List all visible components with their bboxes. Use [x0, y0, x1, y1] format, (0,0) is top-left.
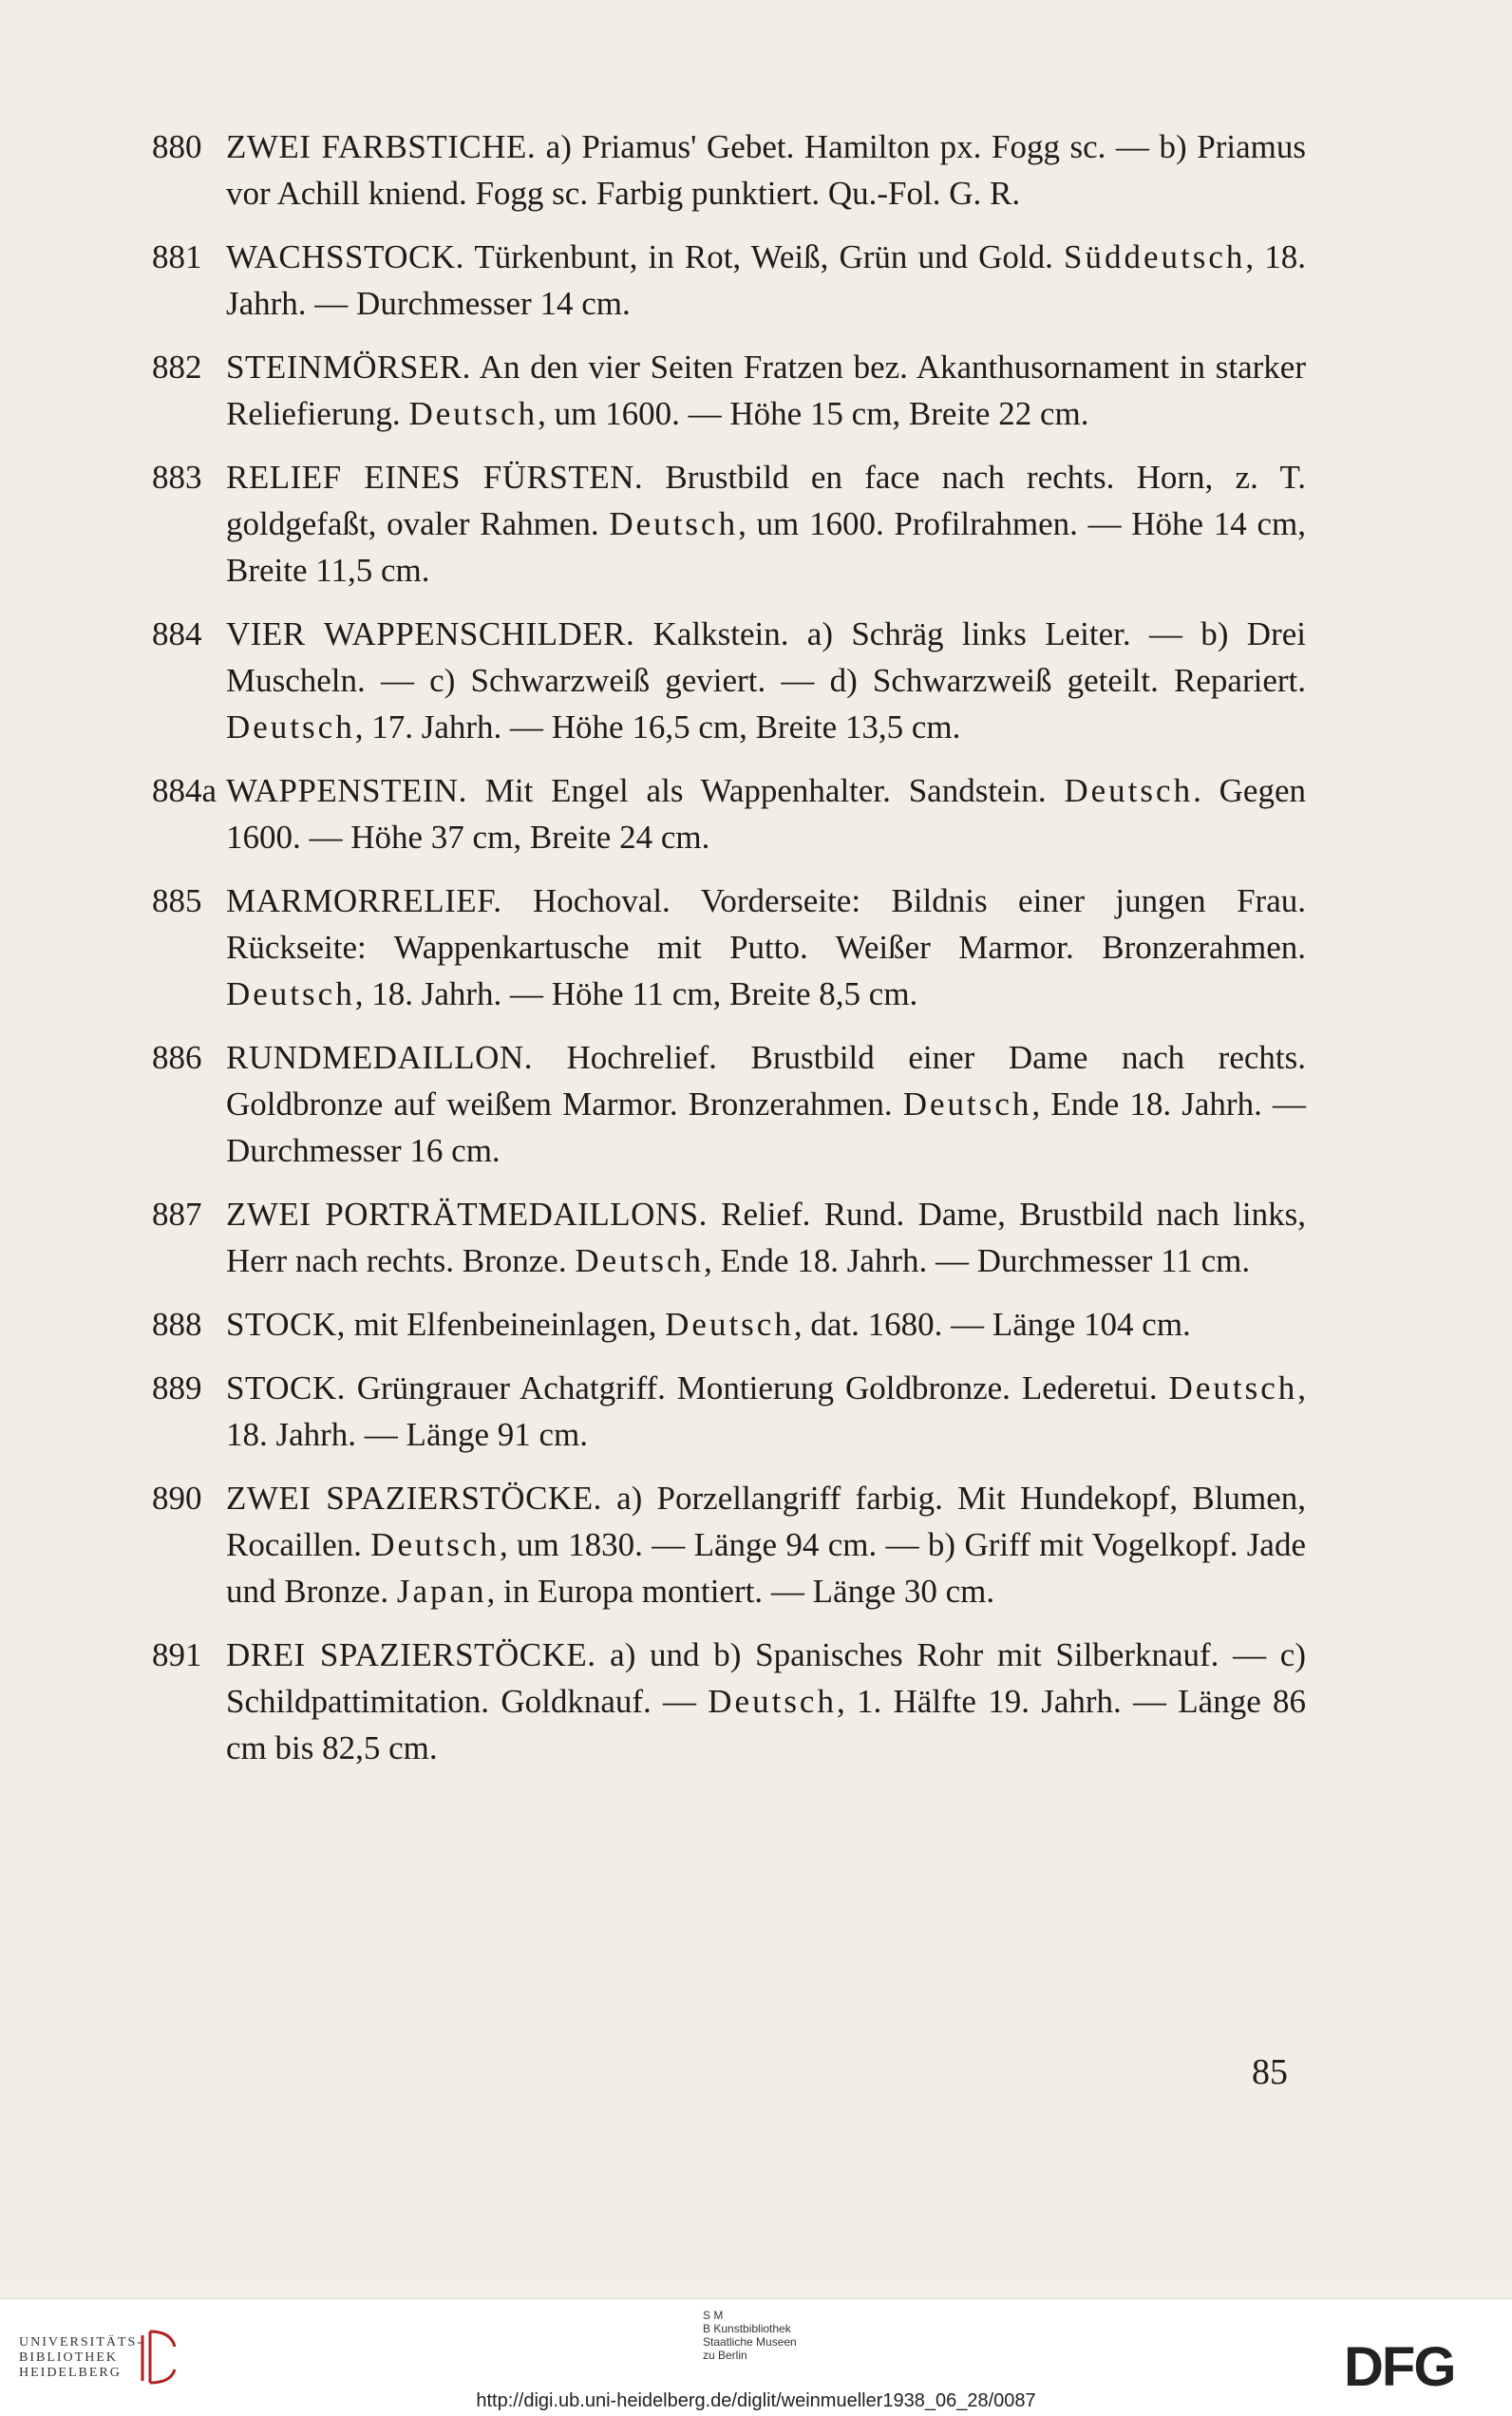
entry-text: Relief. Rund. Dame, Brustbild nach links, Herr nach rechts. Bronze. — [226, 1196, 1306, 1279]
kunstbibliothek-credit — [703, 2309, 797, 2362]
catalog-entry — [152, 344, 1306, 437]
entry-text: Kalkstein. a) Schräg links Leiter. — b) Drei Muscheln. — c) Schwarzweiß geviert. — d) Schwarzweiß geteilt. Repariert. — [226, 615, 1306, 699]
catalog-entry — [152, 767, 1306, 860]
entry-description — [226, 1632, 1306, 1771]
entry-description — [226, 344, 1306, 437]
entry-title: ZWEI PORTRÄTMEDAILLONS. — [226, 1196, 708, 1233]
entry-number: 887 — [152, 1196, 202, 1233]
entry-title: WACHSSTOCK. — [226, 238, 464, 275]
entry-description — [226, 234, 1306, 327]
university-logo-icon — [133, 2328, 180, 2387]
entry-text: , 18. Jahrh. — Höhe 11 cm, Breite 8,5 cm. — [354, 975, 918, 1012]
entry-text: Grüngrauer Achatgriff. Montierung Goldbronze. Lederetui. — [345, 1369, 1169, 1406]
entry-number: 885 — [152, 882, 202, 919]
entry-title: VIER WAPPENSCHILDER. — [226, 615, 635, 652]
dfg-logo: DFG — [1344, 2336, 1455, 2398]
entry-text: , 17. Jahrh. — Höhe 16,5 cm, Breite 13,5 cm. — [354, 708, 961, 746]
entry-number: 880 — [152, 128, 202, 165]
catalog-entry — [152, 1365, 1306, 1458]
catalog-entry — [152, 1301, 1306, 1348]
entry-description — [226, 767, 1306, 860]
entry-title: RELIEF EINES FÜRSTEN. — [226, 459, 644, 496]
entry-description — [226, 1034, 1306, 1174]
entry-text: , in Europa montiert. — Länge 30 cm. — [486, 1573, 995, 1610]
entry-number: 889 — [152, 1369, 202, 1406]
entry-description — [226, 1365, 1306, 1458]
entry-title: STOCK. — [226, 1369, 346, 1406]
entry-description — [226, 878, 1306, 1017]
origin-label: Deutsch — [665, 1306, 794, 1343]
entry-description — [226, 1475, 1306, 1614]
entry-number: 890 — [152, 1480, 202, 1517]
catalog-entry — [152, 1632, 1306, 1771]
entry-title: ZWEI SPAZIERSTÖCKE. — [226, 1480, 602, 1517]
entry-description — [226, 123, 1306, 217]
entry-title: RUNDMEDAILLON. — [226, 1039, 533, 1076]
entry-text: , um 1600. — Höhe 15 cm, Breite 22 cm. — [538, 395, 1089, 432]
entry-text: , dat. 1680. — Länge 104 cm. — [793, 1306, 1191, 1343]
catalog-entry — [152, 234, 1306, 327]
entry-text: , 18. Jahrh. — Länge 91 cm. — [226, 1369, 1306, 1453]
credit-line: zu Berlin — [703, 2349, 747, 2362]
entry-text: Hochrelief. Brustbild einer Dame nach rechts. Goldbronze auf weißem Marmor. Bronzerahmen. — [226, 1039, 1306, 1123]
origin-label: Deutsch — [609, 505, 739, 542]
entry-text: , Ende 18. Jahrh. — Durchmesser 16 cm. — [226, 1085, 1306, 1169]
entry-text: a) Priamus' Gebet. Hamilton px. Fogg sc. — b) Priamus vor Achill kniend. Fogg sc. Farbig punktiert. Qu.-Fol. G. R. — [226, 128, 1306, 212]
catalog-entry — [152, 1191, 1306, 1284]
university-library-name — [19, 2335, 143, 2381]
catalog-entry — [152, 1034, 1306, 1174]
origin-label: Deutsch — [408, 395, 539, 432]
entry-text: , 1. Hälfte 19. Jahrh. — Länge 86 cm bis 82,5 cm. — [226, 1683, 1306, 1766]
entry-text: Türkenbunt, in Rot, Weiß, Grün und Gold. — [463, 238, 1064, 275]
credit-line: Staatliche Museen — [703, 2335, 797, 2349]
entry-title: MARMORRELIEF. — [226, 882, 502, 919]
entry-description — [226, 1191, 1306, 1284]
catalog-entry — [152, 611, 1306, 750]
entry-number: 884 — [152, 615, 202, 652]
credit-line: B Kunstbibliothek — [703, 2322, 791, 2335]
catalog-entry — [152, 1475, 1306, 1614]
entry-text: Mit Engel als Wappenhalter. Sandstein. — [466, 772, 1065, 809]
entry-text: Brustbild en face nach rechts. Horn, z. T. goldgefaßt, ovaler Rahmen. — [226, 459, 1306, 542]
source-url-link[interactable]: http://digi.ub.uni-heidelberg.de/diglit/weinmueller1938_06_28/0087 — [476, 2390, 1036, 2411]
entry-text: An den vier Seiten Fratzen bez. Akanthusornament in starker Reliefierung. — [226, 349, 1306, 432]
entry-number: 886 — [152, 1039, 202, 1076]
origin-label: Deutsch — [370, 1526, 500, 1563]
credit-line: S M — [703, 2309, 724, 2322]
entry-list — [152, 123, 1306, 1788]
entry-text: mit Elfenbeineinlagen, — [345, 1306, 666, 1343]
entry-text: , um 1600. Profilrahmen. — Höhe 14 cm, Breite 11,5 cm. — [226, 505, 1307, 589]
entry-text: , um 1830. — Länge 94 cm. — b) Griff mit Vogelkopf. Jade und Bronze. — [226, 1526, 1306, 1610]
entry-number: 881 — [152, 238, 202, 275]
uni-line: HEIDELBERG — [19, 2366, 122, 2380]
entry-title: STEINMÖRSER. — [226, 349, 471, 386]
origin-label: Deutsch — [226, 975, 355, 1012]
entry-number: 883 — [152, 459, 202, 496]
page-number: 85 — [1252, 2052, 1288, 2092]
origin-label: Deutsch — [708, 1683, 837, 1720]
catalog-entry — [152, 454, 1306, 594]
entry-number: 882 — [152, 349, 202, 386]
entry-title: STOCK, — [226, 1306, 346, 1343]
entry-number: 891 — [152, 1636, 202, 1673]
entry-title: DREI SPAZIERSTÖCKE. — [226, 1636, 596, 1673]
entry-description — [226, 454, 1306, 594]
origin-label: Japan — [396, 1573, 487, 1610]
origin-label: Süddeutsch — [1064, 238, 1246, 275]
origin-label: Deutsch — [575, 1242, 705, 1279]
origin-label: Deutsch — [226, 708, 355, 746]
entry-number: 884a — [152, 772, 217, 809]
origin-label: Deutsch — [902, 1085, 1032, 1123]
uni-line: UNIVERSITÄTS- — [19, 2335, 143, 2350]
uni-line: BIBLIOTHEK — [19, 2350, 118, 2365]
entry-description — [226, 611, 1306, 750]
origin-label: Deutsch — [1064, 772, 1194, 809]
entry-text: a) Porzellangriff farbig. Mit Hundekopf, Blumen, Rocaillen. — [226, 1480, 1306, 1563]
entry-title: WAPPENSTEIN. — [226, 772, 467, 809]
entry-text: . Gegen 1600. — Höhe 37 cm, Breite 24 cm. — [226, 772, 1306, 856]
catalog-entry — [152, 878, 1306, 1017]
entry-text: a) und b) Spanisches Rohr mit Silberknauf. — c) Schildpattimitation. Goldknauf. — — [226, 1636, 1306, 1720]
origin-label: Deutsch — [1168, 1369, 1298, 1406]
entry-text: Hochoval. Vorderseite: Bildnis einer jungen Frau. Rückseite: Wappenkartusche mit Putto. Weißer Marmor. Bronzerahmen. — [226, 882, 1306, 966]
catalog-entry — [152, 123, 1306, 217]
entry-text: , 18. Jahrh. — Durchmesser 14 cm. — [226, 238, 1306, 322]
entry-description — [226, 1301, 1306, 1348]
entry-title: ZWEI FARBSTICHE. — [226, 128, 537, 165]
entry-number: 888 — [152, 1306, 202, 1343]
entry-text: , Ende 18. Jahrh. — Durchmesser 11 cm. — [704, 1242, 1251, 1279]
